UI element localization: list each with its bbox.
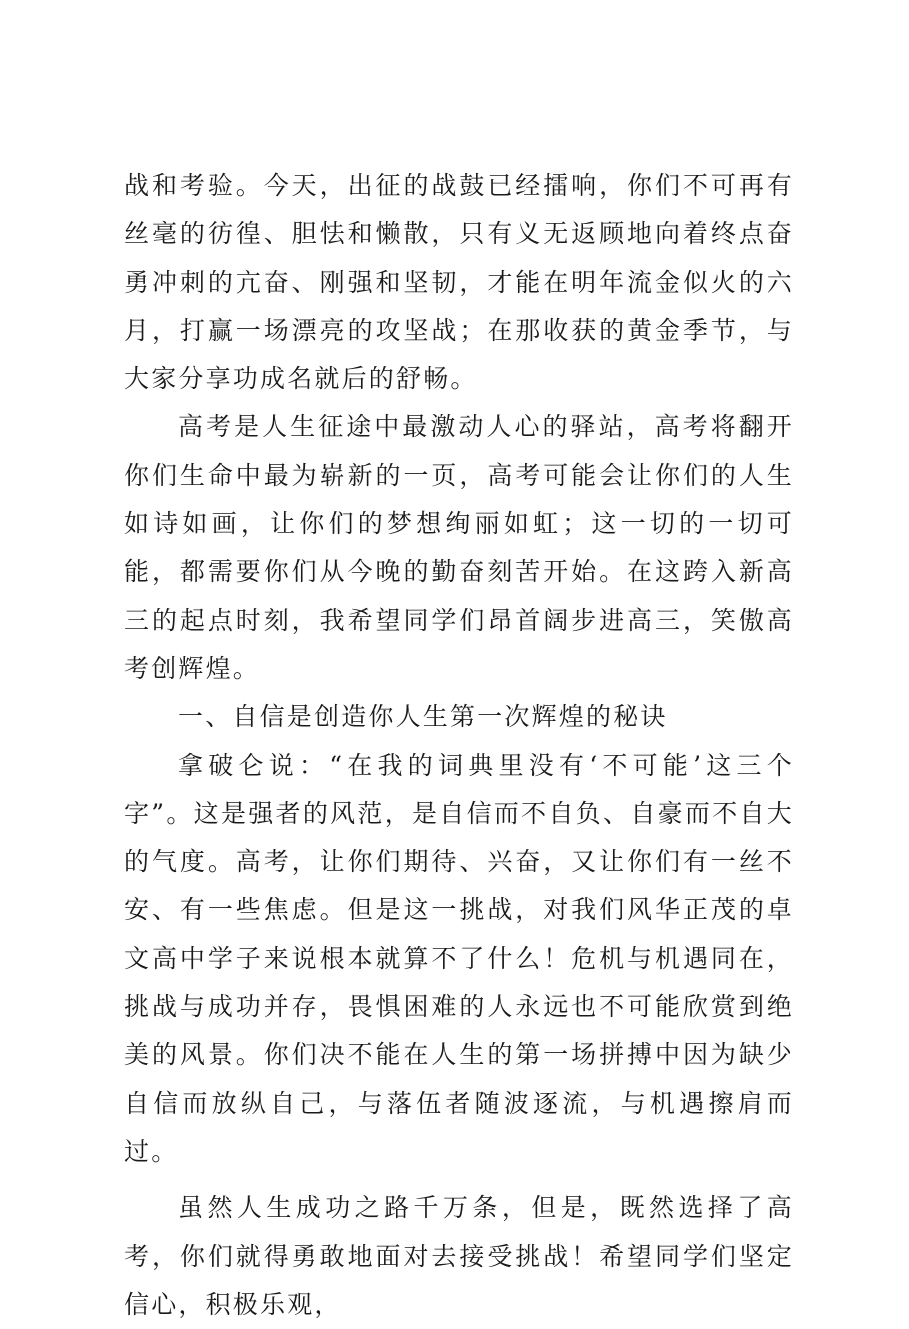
paragraph-napoleon: 拿破仑说：“在我的词典里没有‘不可能’这三个字”。这是强者的风范，是自信而不自负、自豪而不自大的气度。高考，让你们期待、兴奋，又让你们有一丝不安、有一些焦虑。但是这一挑战，对我们风华正茂的卓文高中学子来说根本就算不了什么！危机与机遇同在，挑战与成功并存，畏惧困难的人永远也不可能欣赏到绝美的风景。你们决不能在人生的第一场拼搏中因为缺少自信而放纵自己，与落伍者随波逐流，与机遇擦肩而过。 xyxy=(124,750,794,1166)
document-body xyxy=(124,162,794,1329)
paragraph-continuation: 战和考验。今天，出征的战鼓已经擂响，你们不可再有丝毫的彷徨、胆怯和懒散，只有义无返顾地向着终点奋勇冲刺的亢奋、刚强和坚韧，才能在明年流金似火的六月，打赢一场漂亮的攻坚战；在那收获的黄金季节，与大家分享功成名就后的舒畅。 xyxy=(124,171,794,394)
paragraph-gaokao: 高考是人生征途中最激动人心的驿站，高考将翻开你们生命中最为崭新的一页，高考可能会让你们的人生如诗如画，让你们的梦想绚丽如虹；这一切的一切可能，都需要你们从今晚的勤奋刻苦开始。在这跨入新高三的起点时刻，我希望同学们昂首阔步进高三，笑傲高考创辉煌。 xyxy=(124,412,794,683)
paragraph-success-paths: 虽然人生成功之路千万条，但是，既然选择了高考，你们就得勇敢地面对去接受挑战！希望同学们坚定信心，积极乐观， xyxy=(124,1193,794,1319)
section-heading-confidence: 一、自信是创造你人生第一次辉煌的秘诀 xyxy=(178,702,668,732)
